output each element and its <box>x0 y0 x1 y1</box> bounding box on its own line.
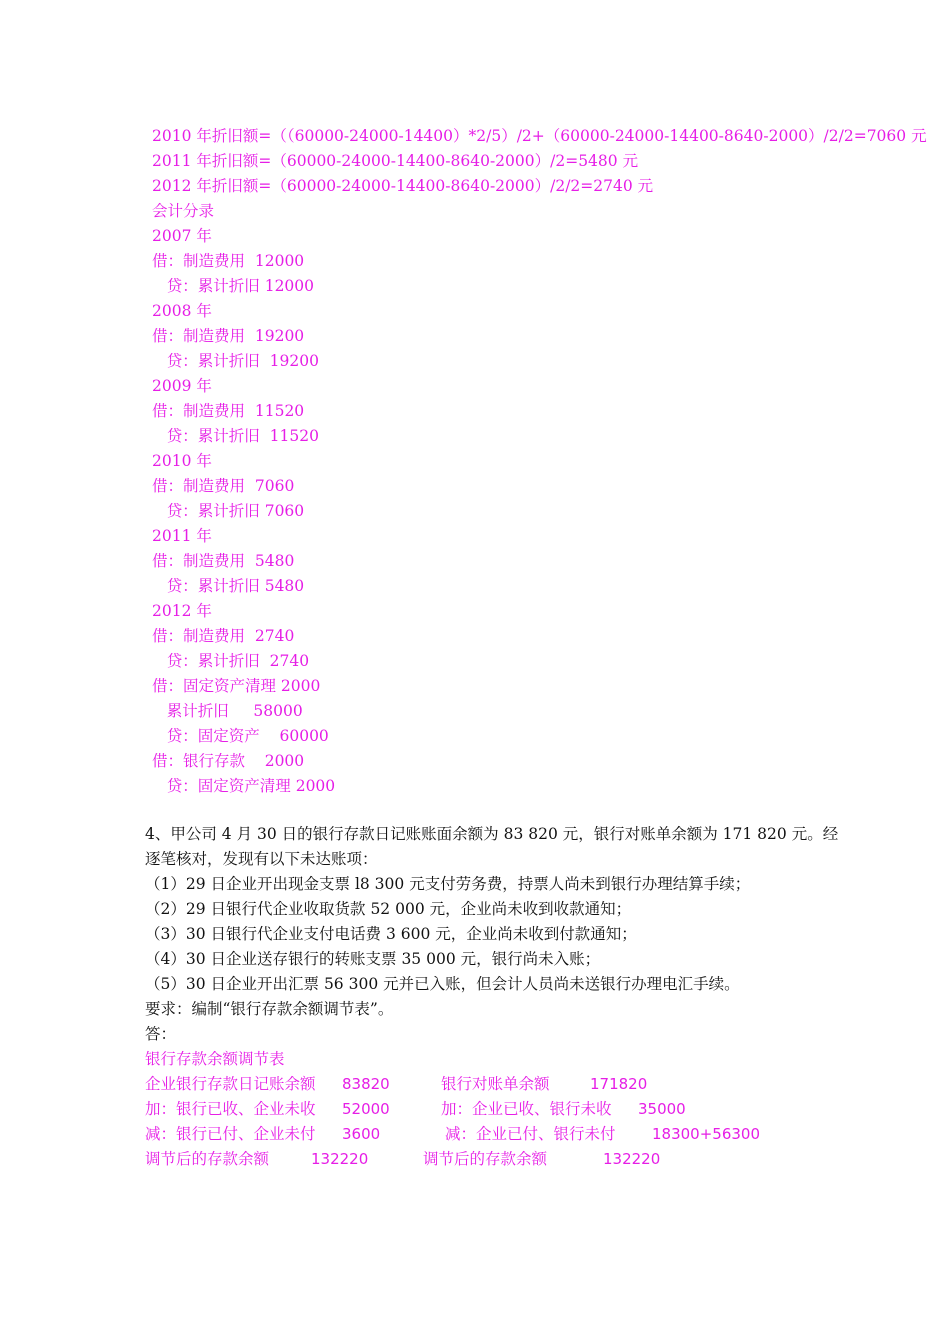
text-line: （5）30 日企业开出汇票 56 300 元并已入账，但会计人员尚未送银行办理电汇手续。 <box>145 975 740 993</box>
left-value: 83820 <box>342 1075 390 1093</box>
text-line: 2010 年折旧额=（（60000-24000-14400）*2/5）/2+（60000-24000-14400-8640-2000）/2/2=7060 元 <box>152 127 927 145</box>
left-value: 3600 <box>342 1125 381 1143</box>
text-line: 答： <box>145 1025 177 1043</box>
text-line: 要求：编制“银行存款余额调节表”。 <box>145 1000 394 1018</box>
text-line: （4）30 日企业送存银行的转账支票 35 000 元，银行尚未入账； <box>145 950 601 968</box>
text-line: 4、甲公司 4 月 30 日的银行存款日记账账面余额为 83 820 元，银行对账单余额为 171 820 元。经 <box>145 825 839 843</box>
right-label: 银行对账单余额 <box>441 1075 550 1093</box>
right-label: 加：企业已收、银行未收 <box>441 1100 612 1118</box>
text-line: 贷：累计折旧 19200 <box>152 352 319 370</box>
left-label: 企业银行存款日记账余额 <box>145 1075 316 1093</box>
left-value: 52000 <box>342 1100 390 1118</box>
text-line: 累计折旧 58000 <box>152 702 303 720</box>
text-line: 2009 年 <box>152 377 212 395</box>
text-line: 借：制造费用 5480 <box>152 552 295 570</box>
left-label: 调节后的存款余额 <box>145 1150 270 1168</box>
right-label: 调节后的存款余额 <box>423 1150 548 1168</box>
text-line: 贷：固定资产 60000 <box>152 727 329 745</box>
text-line: 2011 年 <box>152 527 212 545</box>
right-value: 171820 <box>590 1075 648 1093</box>
right-label: 减：企业已付、银行未付 <box>445 1125 616 1143</box>
text-line: 借：银行存款 2000 <box>152 752 305 770</box>
text-line: 借：制造费用 12000 <box>152 252 305 270</box>
text-line: 借：制造费用 19200 <box>152 327 305 345</box>
text-line: 贷：固定资产清理 2000 <box>152 777 336 795</box>
text-line: 贷：累计折旧 11520 <box>152 427 319 445</box>
text-line: 2008 年 <box>152 302 212 320</box>
text-line: 借：制造费用 2740 <box>152 627 295 645</box>
right-value: 132220 <box>603 1150 661 1168</box>
text-line: 2010 年 <box>152 452 212 470</box>
left-value: 132220 <box>311 1150 369 1168</box>
text-line: 贷：累计折旧 7060 <box>152 502 305 520</box>
table-title: 银行存款余额调节表 <box>145 1050 285 1068</box>
text-line: 2012 年 <box>152 602 212 620</box>
text-line: 2012 年折旧额=（60000-24000-14400-8640-2000）/2/2=2740 元 <box>152 177 654 195</box>
text-line: （1）29 日企业开出现金支票 l8 300 元支付劳务费，持票人尚未到银行办理结算手续； <box>145 875 751 893</box>
text-line: 贷：累计折旧 5480 <box>152 577 305 595</box>
right-value: 35000 <box>638 1100 686 1118</box>
left-label: 减：银行已付、企业未付 <box>145 1125 316 1143</box>
text-line: 借：制造费用 11520 <box>152 402 305 420</box>
text-line: 会计分录 <box>152 202 215 220</box>
text-line: （3）30 日银行代企业支付电话费 3 600 元，企业尚未收到付款通知； <box>145 925 637 943</box>
text-line: 贷：累计折旧 12000 <box>152 277 315 295</box>
left-label: 加：银行已收、企业未收 <box>145 1100 316 1118</box>
text-line: 逐笔核对，发现有以下未达账项： <box>145 850 378 868</box>
text-line: 2011 年折旧额=（60000-24000-14400-8640-2000）/2=5480 元 <box>152 152 639 170</box>
text-line: 2007 年 <box>152 227 212 245</box>
text-line: （2）29 日银行代企业收取货款 52 000 元，企业尚未收到收款通知； <box>145 900 632 918</box>
text-line: 借：制造费用 7060 <box>152 477 295 495</box>
text-line: 贷：累计折旧 2740 <box>152 652 310 670</box>
right-value: 18300+56300 <box>652 1125 761 1143</box>
text-line: 借：固定资产清理 2000 <box>152 677 321 695</box>
